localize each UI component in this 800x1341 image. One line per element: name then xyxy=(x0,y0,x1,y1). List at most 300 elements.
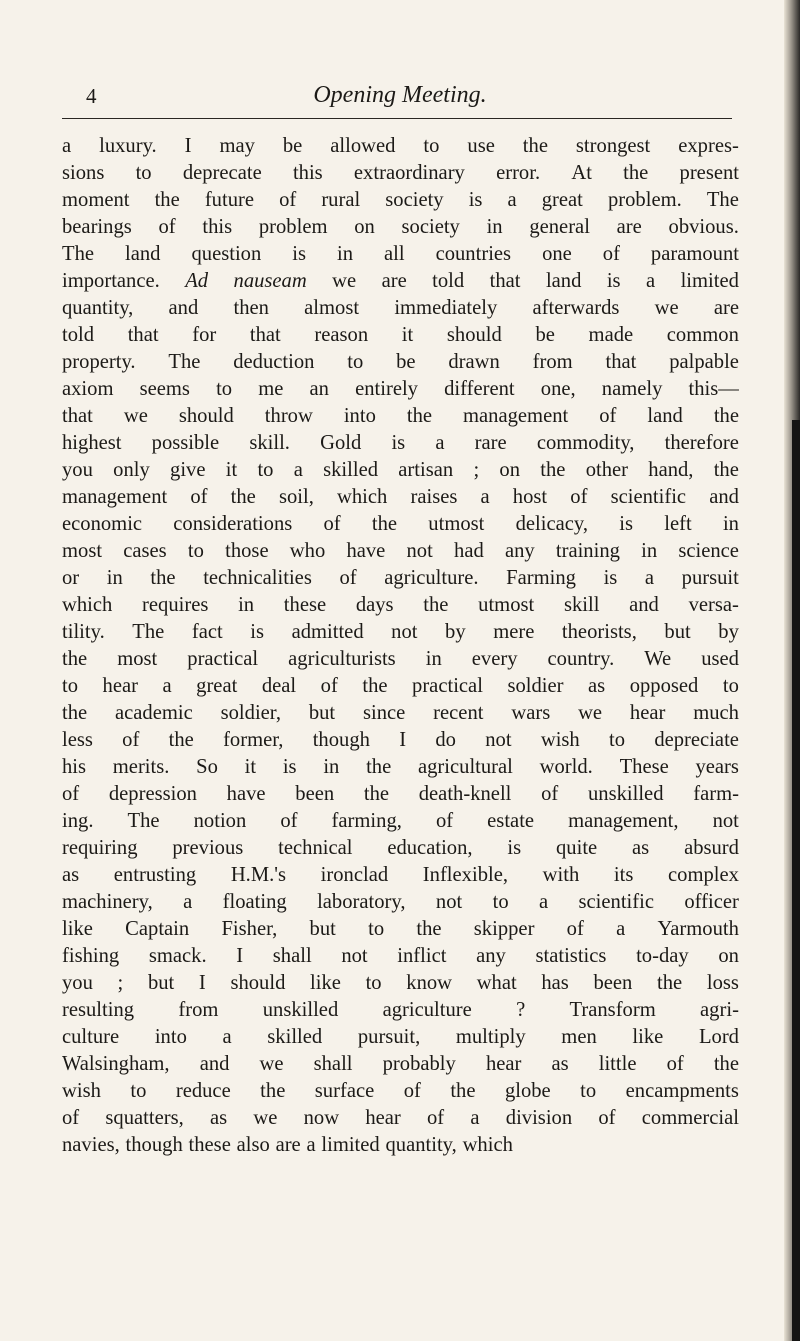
word: skipper xyxy=(473,918,535,940)
word: you xyxy=(62,972,93,994)
word: of xyxy=(570,486,588,508)
word: in xyxy=(722,513,739,535)
word: the xyxy=(713,1053,739,1075)
word: as xyxy=(551,1053,569,1075)
word: which xyxy=(462,1134,513,1156)
word: importance. xyxy=(62,270,160,292)
word: not xyxy=(341,945,368,967)
word: every xyxy=(471,648,518,670)
word: we xyxy=(253,1107,278,1129)
word: to xyxy=(347,351,364,373)
word: moment xyxy=(62,189,130,211)
word: have xyxy=(226,783,266,805)
word: Yarmouth xyxy=(657,918,739,940)
word: in xyxy=(106,567,123,589)
word: world. xyxy=(539,756,593,778)
word: in xyxy=(641,540,658,562)
word: also xyxy=(236,1134,270,1156)
word: days xyxy=(355,594,394,616)
word: limited xyxy=(321,1134,380,1156)
word: strongest xyxy=(575,135,651,157)
word: as xyxy=(632,837,650,859)
word: though xyxy=(312,729,370,751)
word: years xyxy=(695,756,739,778)
word: the xyxy=(168,729,194,751)
word: it xyxy=(244,756,257,778)
word: of xyxy=(602,243,620,265)
word: a xyxy=(183,891,193,913)
word: is xyxy=(507,837,522,859)
word: machinery, xyxy=(62,891,153,913)
word: economic xyxy=(62,513,143,535)
word: commodity, xyxy=(536,432,635,454)
word: artisan xyxy=(398,459,454,481)
word: Farming xyxy=(506,567,576,589)
word: agriculturists xyxy=(288,648,396,670)
word: management xyxy=(463,405,569,427)
word: that xyxy=(489,270,521,292)
word: hear xyxy=(629,702,666,724)
word: to xyxy=(580,1080,597,1102)
word: made xyxy=(588,324,634,346)
word: smack. xyxy=(148,945,207,967)
text-line xyxy=(62,457,739,484)
text-line xyxy=(62,160,739,187)
word: it xyxy=(401,324,414,346)
word: death-knell xyxy=(418,783,512,805)
text-line xyxy=(62,781,739,808)
word: soldier, xyxy=(220,702,281,724)
word: of xyxy=(339,567,357,589)
word: almost xyxy=(304,297,360,319)
word: farm- xyxy=(693,783,739,805)
word: property. xyxy=(62,351,136,373)
word: of xyxy=(403,1080,421,1102)
text-line xyxy=(62,862,739,889)
word: to xyxy=(216,378,233,400)
word: technical xyxy=(278,837,353,859)
word: wars xyxy=(511,702,551,724)
word: by xyxy=(718,621,739,643)
word: entrusting xyxy=(113,864,197,886)
word: the xyxy=(450,1080,476,1102)
word: theorists, xyxy=(561,621,637,643)
word: we xyxy=(123,405,148,427)
text-line xyxy=(62,700,739,727)
word: question xyxy=(191,243,262,265)
word: countries xyxy=(435,243,512,265)
word: ? xyxy=(516,999,526,1021)
word: inflict xyxy=(397,945,447,967)
word: quantity, xyxy=(62,297,134,319)
running-title: Opening Meeting. xyxy=(313,82,487,108)
word: in xyxy=(425,648,442,670)
word: rural xyxy=(321,189,361,211)
text-line xyxy=(62,916,739,943)
word: sions xyxy=(62,162,105,184)
word: the xyxy=(230,486,256,508)
word: men xyxy=(561,1026,597,1048)
word: the xyxy=(540,459,566,481)
word: hear xyxy=(365,1107,401,1129)
word: former, xyxy=(223,729,284,751)
word: the xyxy=(657,972,683,994)
word: technicalities xyxy=(203,567,312,589)
text-line xyxy=(62,754,739,781)
word: who xyxy=(289,540,326,562)
word: ironclad xyxy=(320,864,389,886)
word: one xyxy=(542,243,572,265)
word: a xyxy=(539,891,549,913)
word: used xyxy=(701,648,739,670)
word: namely xyxy=(601,378,663,400)
word: axiom xyxy=(62,378,114,400)
word: of xyxy=(158,216,176,238)
text-line xyxy=(62,673,739,700)
text-line xyxy=(62,592,739,619)
word: future xyxy=(204,189,254,211)
word: in xyxy=(323,756,340,778)
word: host xyxy=(512,486,548,508)
word: a xyxy=(644,567,655,589)
text-line xyxy=(62,943,739,970)
word: into xyxy=(343,405,376,427)
word: throw xyxy=(264,405,313,427)
word: a xyxy=(162,675,172,697)
text-line xyxy=(62,646,739,673)
word: though xyxy=(125,1134,183,1156)
word: is xyxy=(606,270,621,292)
word: We xyxy=(644,648,672,670)
word: agriculture xyxy=(382,999,472,1021)
word: training xyxy=(555,540,620,562)
word: absurd xyxy=(684,837,739,859)
word: common xyxy=(666,324,739,346)
word: and xyxy=(168,297,199,319)
word: encampments xyxy=(625,1080,739,1102)
word: ; xyxy=(473,459,480,481)
word: a xyxy=(616,918,626,940)
word: of xyxy=(279,189,297,211)
word: reduce xyxy=(175,1080,231,1102)
word: from xyxy=(178,999,219,1021)
word: like xyxy=(62,918,93,940)
word: shall xyxy=(313,1053,353,1075)
word: nauseam xyxy=(233,270,307,292)
word: since xyxy=(363,702,406,724)
text-line xyxy=(62,1024,739,1051)
word: of xyxy=(323,513,341,535)
word: obvious. xyxy=(668,216,739,238)
word: wish xyxy=(62,1080,101,1102)
word: tility. xyxy=(62,621,105,643)
word: admitted xyxy=(291,621,364,643)
word: problem. xyxy=(607,189,682,211)
page-edge-dark xyxy=(792,420,800,1341)
word: quite xyxy=(556,837,598,859)
word: versa- xyxy=(688,594,739,616)
word: deal xyxy=(261,675,297,697)
word: These xyxy=(619,756,669,778)
word: but xyxy=(664,621,691,643)
word: and xyxy=(709,486,739,508)
word: is xyxy=(619,513,634,535)
word: palpable xyxy=(669,351,739,373)
word: in xyxy=(486,216,503,238)
word: division xyxy=(505,1107,573,1129)
word: error. xyxy=(496,162,541,184)
word: then xyxy=(233,297,269,319)
word: depression xyxy=(108,783,197,805)
word: the xyxy=(623,162,649,184)
word: this— xyxy=(688,378,739,400)
word: are xyxy=(275,1134,301,1156)
word: commercial xyxy=(641,1107,739,1129)
word: any xyxy=(504,540,535,562)
word: have xyxy=(346,540,386,562)
word: officer xyxy=(684,891,739,913)
word: surface xyxy=(314,1080,375,1102)
word: opposed xyxy=(629,675,699,697)
word: not xyxy=(435,891,463,913)
header-rule xyxy=(62,118,732,119)
text-line xyxy=(62,889,739,916)
word: but xyxy=(309,918,336,940)
page-number: 4 xyxy=(86,84,97,108)
word: as xyxy=(62,864,80,886)
word: complex xyxy=(668,864,739,886)
word: now xyxy=(303,1107,340,1129)
word: science xyxy=(678,540,739,562)
word: these xyxy=(283,594,327,616)
word: the xyxy=(416,918,442,940)
word: soldier xyxy=(507,675,564,697)
word: like xyxy=(632,1026,664,1048)
word: the xyxy=(260,1080,286,1102)
text-line xyxy=(62,1105,739,1132)
word: is xyxy=(292,243,306,265)
word: the xyxy=(150,567,176,589)
word: is xyxy=(391,432,406,454)
word: immediately xyxy=(394,297,498,319)
word: ; xyxy=(117,972,124,994)
word: general xyxy=(529,216,590,238)
word: agriculture. xyxy=(384,567,479,589)
word: extraordinary xyxy=(353,162,465,184)
word: the xyxy=(62,702,88,724)
word: ing. xyxy=(62,810,94,832)
word: of xyxy=(190,486,208,508)
word: give xyxy=(170,459,206,481)
word: drawn xyxy=(448,351,500,373)
word: great xyxy=(196,675,238,697)
word: of xyxy=(599,405,617,427)
word: At xyxy=(571,162,592,184)
word: you xyxy=(62,459,93,481)
text-line xyxy=(62,1078,739,1105)
word: that xyxy=(605,351,637,373)
word: scientific xyxy=(610,486,687,508)
word: allowed xyxy=(330,135,396,157)
word: I xyxy=(236,945,244,967)
word: are xyxy=(616,216,642,238)
word: much xyxy=(693,702,739,724)
text-line xyxy=(62,511,739,538)
text-line xyxy=(62,376,739,403)
word: a xyxy=(222,1026,232,1048)
word: society xyxy=(385,189,444,211)
word: a xyxy=(470,1107,480,1129)
word: been xyxy=(593,972,633,994)
word: into xyxy=(154,1026,187,1048)
word: the xyxy=(406,405,433,427)
word: one, xyxy=(540,378,576,400)
word: multiply xyxy=(455,1026,526,1048)
word: any xyxy=(476,945,506,967)
word: we xyxy=(332,270,357,292)
text-line xyxy=(62,403,739,430)
word: Fisher, xyxy=(221,918,278,940)
word: the xyxy=(423,594,449,616)
body-text xyxy=(62,133,739,1159)
word: to xyxy=(368,918,385,940)
word: to xyxy=(257,459,274,481)
word: agricultural xyxy=(417,756,513,778)
word: academic xyxy=(115,702,193,724)
word: by xyxy=(445,621,466,643)
word: possible xyxy=(151,432,220,454)
text-line xyxy=(62,430,739,457)
word: the xyxy=(713,459,739,481)
word: should xyxy=(178,405,234,427)
word: Gold xyxy=(320,432,362,454)
word: to xyxy=(187,540,204,562)
word: a xyxy=(480,486,490,508)
word: not xyxy=(406,540,433,562)
word: a xyxy=(435,432,445,454)
text-line xyxy=(62,484,739,511)
word: a xyxy=(507,189,517,211)
word: Lord xyxy=(698,1026,739,1048)
word: merits. xyxy=(112,756,170,778)
word: Transform xyxy=(569,999,656,1021)
word: recent xyxy=(433,702,484,724)
text-line xyxy=(62,997,739,1024)
word: education, xyxy=(387,837,473,859)
word: globe xyxy=(504,1080,551,1102)
word: great xyxy=(541,189,583,211)
word: left xyxy=(664,513,692,535)
word: has xyxy=(541,972,569,994)
word: therefore xyxy=(664,432,739,454)
word: little xyxy=(598,1053,637,1075)
word: problem xyxy=(258,216,328,238)
word: is xyxy=(250,621,265,643)
word: of xyxy=(598,1107,616,1129)
word: highest xyxy=(62,432,122,454)
word: less xyxy=(62,729,93,751)
word: do xyxy=(435,729,456,751)
word: requiring xyxy=(62,837,138,859)
word: skilled xyxy=(267,1026,323,1048)
word: the xyxy=(154,189,180,211)
word: other xyxy=(585,459,629,481)
word: I xyxy=(198,972,206,994)
word: be xyxy=(282,135,303,157)
word: the xyxy=(522,135,548,157)
word: are xyxy=(713,297,739,319)
word: an xyxy=(309,378,329,400)
word: hear xyxy=(102,675,138,697)
word: on xyxy=(718,945,739,967)
word: with xyxy=(542,864,580,886)
text-line xyxy=(62,808,739,835)
word: of xyxy=(566,918,584,940)
word: of xyxy=(122,729,140,751)
word: country. xyxy=(547,648,615,670)
word: I xyxy=(399,729,407,751)
word: soil, xyxy=(278,486,314,508)
word: to xyxy=(609,729,626,751)
word: to xyxy=(135,162,152,184)
word: pursuit, xyxy=(357,1026,421,1048)
word: reason xyxy=(314,324,369,346)
word: had xyxy=(454,540,484,562)
word: The xyxy=(168,351,201,373)
word: the xyxy=(371,513,398,535)
word: on xyxy=(354,216,375,238)
word: I xyxy=(184,135,192,157)
word: as xyxy=(588,675,606,697)
word: these xyxy=(188,1134,231,1156)
word: quantity, xyxy=(385,1134,457,1156)
word: rare xyxy=(474,432,507,454)
word: culture xyxy=(62,1026,120,1048)
word: of xyxy=(541,783,559,805)
word: skill xyxy=(563,594,600,616)
word: probably xyxy=(382,1053,456,1075)
word: this xyxy=(202,216,233,238)
word: the xyxy=(62,648,88,670)
word: its xyxy=(613,864,634,886)
word: land xyxy=(125,243,161,265)
word: bearings xyxy=(62,216,132,238)
word: cases xyxy=(123,540,167,562)
word: laboratory, xyxy=(317,891,406,913)
word: the xyxy=(362,675,388,697)
word: a xyxy=(293,459,303,481)
word: mere xyxy=(493,621,535,643)
word: of xyxy=(427,1107,445,1129)
word: shall xyxy=(272,945,312,967)
word: land xyxy=(545,270,582,292)
word: it xyxy=(225,459,238,481)
word: Ad xyxy=(185,270,209,292)
word: the xyxy=(363,783,390,805)
word: but xyxy=(147,972,175,994)
word: fishing xyxy=(62,945,120,967)
word: to xyxy=(130,1080,147,1102)
text-line xyxy=(62,349,739,376)
text-line xyxy=(62,214,739,241)
word: The xyxy=(132,621,165,643)
text-line xyxy=(62,727,739,754)
word: we xyxy=(259,1053,284,1075)
word: to xyxy=(722,675,739,697)
word: requires xyxy=(142,594,209,616)
word: the xyxy=(366,756,392,778)
word: for xyxy=(192,324,217,346)
